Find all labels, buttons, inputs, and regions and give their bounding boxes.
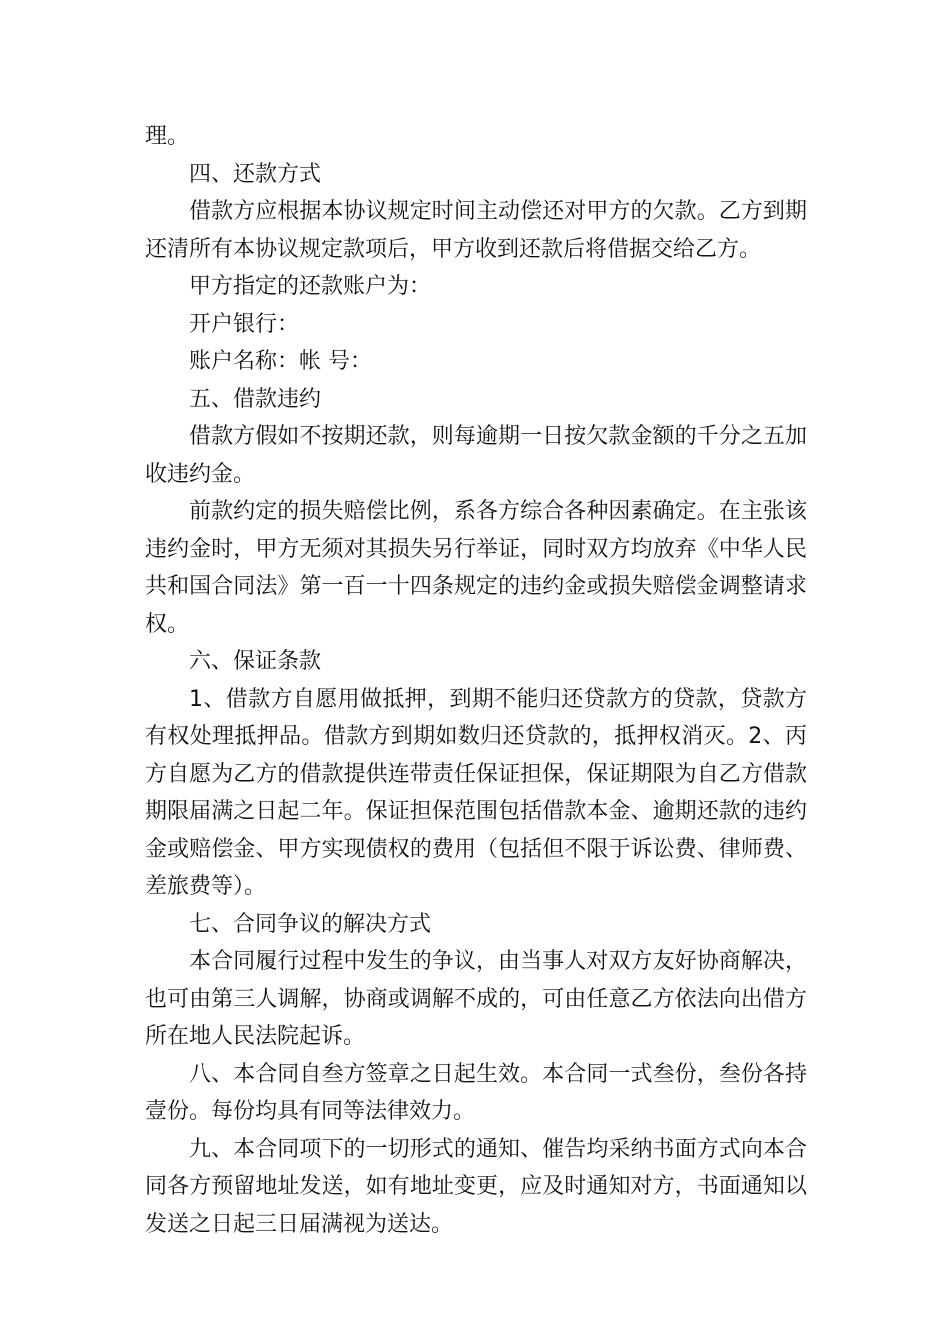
section-heading-dispute: 七、合同争议的解决方式 (189, 911, 432, 937)
paragraph-effectiveness: 八、本合同自叁方签章之日起生效。本合同一式叁份，叁份各持壹份。每份均具有同等法律效力。 (145, 1061, 807, 1124)
paragraph-repayment-account: 甲方指定的还款账户为： (189, 274, 432, 299)
contract-text-body (145, 118, 807, 1243)
section-heading-default: 五、借款违约 (189, 386, 322, 412)
paragraph-continuation: 理。 (145, 124, 190, 149)
paragraph-damages-ratio: 前款约定的损失赔偿比例，系各方综合各种因素确定。在主张该违约金时，甲方无须对其损失另行举证，同时双方均放弃《中华人民共和国合同法》第一百一十四条规定的违约金或损失赔偿金调整请求权。 (145, 499, 807, 637)
paragraph-guarantee-terms: 1、借款方自愿用做抵押，到期不能归还贷款方的贷款，贷款方有权处理抵押品。借款方到期如数归还贷款的，抵押权消灭。2、丙方自愿为乙方的借款提供连带责任保证担保，保证期限为自乙方借款期限届满之日起二年。保证担保范围包括借款本金、逾期还款的违约金或赔偿金、甲方实现债权的费用（包括但不限于诉讼费、律师费、差旅费等）。 (145, 686, 807, 899)
field-account-name-number: 账户名称：帐 号： (189, 349, 372, 374)
section-heading-guarantee: 六、保证条款 (189, 649, 322, 674)
section-heading-repayment: 四、还款方式 (189, 161, 322, 187)
paragraph-repayment-terms: 借款方应根据本协议规定时间主动偿还对甲方的欠款。乙方到期还清所有本协议规定款项后，甲方收到还款后将借据交给乙方。 (145, 199, 807, 262)
paragraph-dispute-resolution: 本合同履行过程中发生的争议，由当事人对双方友好协商解决，也可由第三人调解，协商或调解不成的，可由任意乙方依法向出借方所在地人民法院起诉。 (145, 949, 807, 1049)
field-bank: 开户银行： (189, 311, 300, 337)
paragraph-late-penalty: 借款方假如不按期还款，则每逾期一日按欠款金额的千分之五加收违约金。 (145, 424, 807, 487)
paragraph-notices: 九、本合同项下的一切形式的通知、催告均采纳书面方式向本合同各方预留地址发送，如有地址变更，应及时通知对方，书面通知以发送之日起三日届满视为送达。 (145, 1136, 807, 1237)
